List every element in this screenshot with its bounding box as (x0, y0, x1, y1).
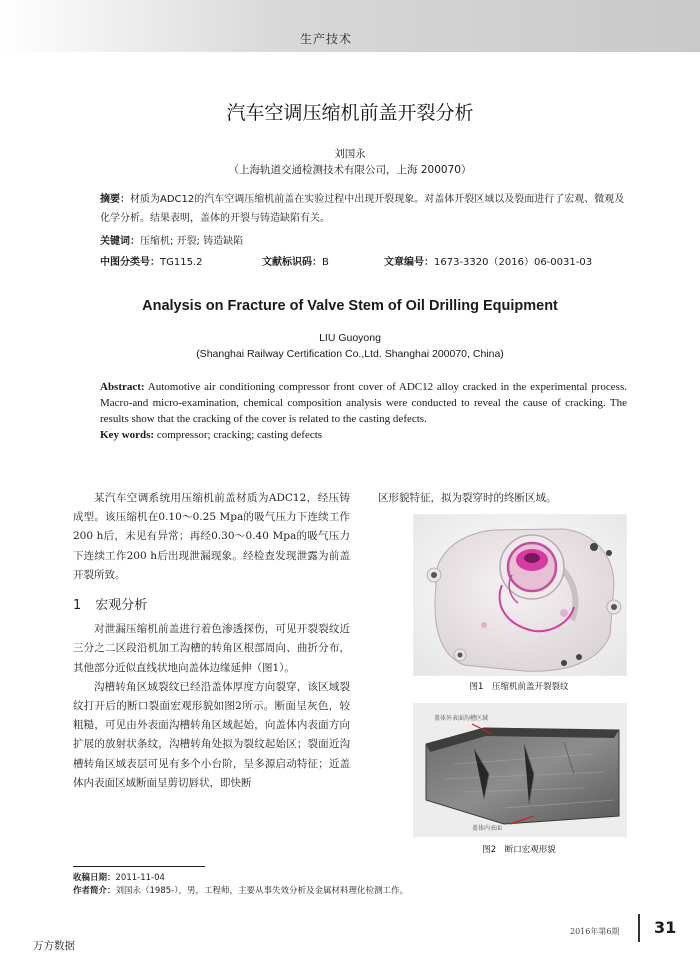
abstract-cn (100, 190, 630, 228)
page-number: 31 (654, 918, 677, 937)
abstract-text-cn: 材质为ADC12的汽车空调压缩机前盖在实验过程中出现开裂现象。对盖体开裂区域以及裂面进行了宏观、微观及化学分析。结果表明，盖体的开裂与铸造缺陷有关。 (100, 194, 625, 224)
received-value: 2011-11-04 (115, 873, 165, 883)
keywords-label-en: Key words: (100, 429, 155, 441)
author-bio (73, 884, 408, 896)
article-no-field (384, 253, 592, 268)
section-1-heading (73, 596, 350, 615)
clc-field (100, 253, 203, 268)
doc-code-label: 文献标识码： (262, 257, 322, 268)
author-cn: 刘国永 (334, 148, 366, 160)
figure-1-caption: 图1 压缩机前盖开裂裂纹 (469, 682, 569, 692)
figure-2-image (413, 703, 627, 837)
section-1-title: 宏观分析 (95, 598, 148, 614)
figure-2-label-inner: 盖体内表面 (472, 825, 503, 832)
issue-label: 2016年第6期 (570, 927, 620, 936)
abstract-label-en: Abstract: (100, 381, 145, 393)
keywords-label-cn: 关键词： (100, 236, 140, 247)
section-1-paragraph-1: 对泄漏压缩机前盖进行着色渗透探伤，可见开裂裂纹近三分之二区段沿机加工沟槽的转角区根部周向、曲折分布，其他部分近似直线状地向盖体边缘延伸（图1）。 (73, 623, 350, 674)
footer-divider (638, 914, 640, 942)
received-label: 收稿日期： (73, 873, 116, 883)
body-left-column (73, 489, 350, 793)
watermark-text: 万方数据 (33, 940, 75, 952)
author-en: LIU Guoyong (319, 332, 381, 344)
affiliation-en: (Shanghai Railway Certification Co.,Ltd. Shanghai 200070, China) (196, 348, 504, 360)
article-no-label: 文章编号： (384, 257, 434, 268)
clc-value: TG115.2 (160, 257, 203, 268)
affiliation-cn: （上海轨道交通检测技术有限公司，上海 200070） (228, 164, 472, 176)
abstract-en (100, 379, 627, 443)
abstract-label-cn: 摘要： (100, 194, 130, 205)
figure-2-label-outer: 盖体外表面沟槽区域 (434, 715, 489, 722)
bio-value: 刘国永（1985-），男，工程师，主要从事失效分析及金属材料理化检测工作。 (115, 886, 408, 896)
article-title-cn: 汽车空调压缩机前盖开裂分析 (226, 102, 474, 124)
section-1-paragraph-2: 沟槽转角区域裂纹已经沿盖体厚度方向裂穿，该区域裂纹打开后的断口裂面宏观形貌如图2所示。断面呈灰色，较粗糙，可见由外表面沟槽转角区域起始，向盖体内表面方向扩展的放射状条纹，沟槽转角处拟为裂纹起始区；裂面近沟槽转角区域表层可见有多个小台阶，呈多源启动特征；近盖体内表面区域断面呈剪切唇状，即快断 (73, 680, 350, 789)
footnote-divider (73, 866, 205, 867)
keywords-text-cn: 压缩机; 开裂; 铸造缺陷 (140, 236, 244, 247)
doc-code-value: B (322, 257, 329, 268)
intro-paragraph: 某汽车空调系统用压缩机前盖材质为ADC12，经压铸成型。该压缩机在0.10～0.25 Mpa的吸气压力下连续工作200 h后，未见有异常；再经0.30～0.40 Mpa的吸气压力下连续工作200 h后出现泄漏现象。经检查发现泄露为前盖开裂所致。 (73, 492, 350, 581)
body-right-column (378, 489, 638, 508)
doc-code-field (262, 253, 329, 268)
figure-2-caption: 图2 断口宏观形貌 (482, 845, 556, 855)
bio-label: 作者简介： (73, 886, 116, 896)
received-date (73, 871, 165, 883)
article-no-value: 1673-3320（2016）06-0031-03 (434, 257, 593, 268)
keywords-text-en: compressor; cracking; casting defects (156, 429, 323, 441)
clc-label: 中图分类号： (100, 257, 160, 268)
article-title-en: Analysis on Fracture of Valve Stem of Oil Drilling Equipment (142, 298, 558, 314)
section-1-number: 1 (73, 598, 82, 614)
section-label: 生产技术 (300, 32, 353, 46)
figure-1-image (413, 514, 627, 676)
keywords-cn (100, 232, 630, 251)
abstract-text-en: Automotive air conditioning compressor front cover of ADC12 alloy cracked in the experimental process. Macro-and micro-examination, chemical composition analysis were conducted to reveal the cause of cracking. The results show that the cracking of the cover is related to the casting defects. (100, 381, 627, 425)
right-column-text: 区形貌特征，拟为裂穿时的终断区域。 (378, 492, 557, 504)
